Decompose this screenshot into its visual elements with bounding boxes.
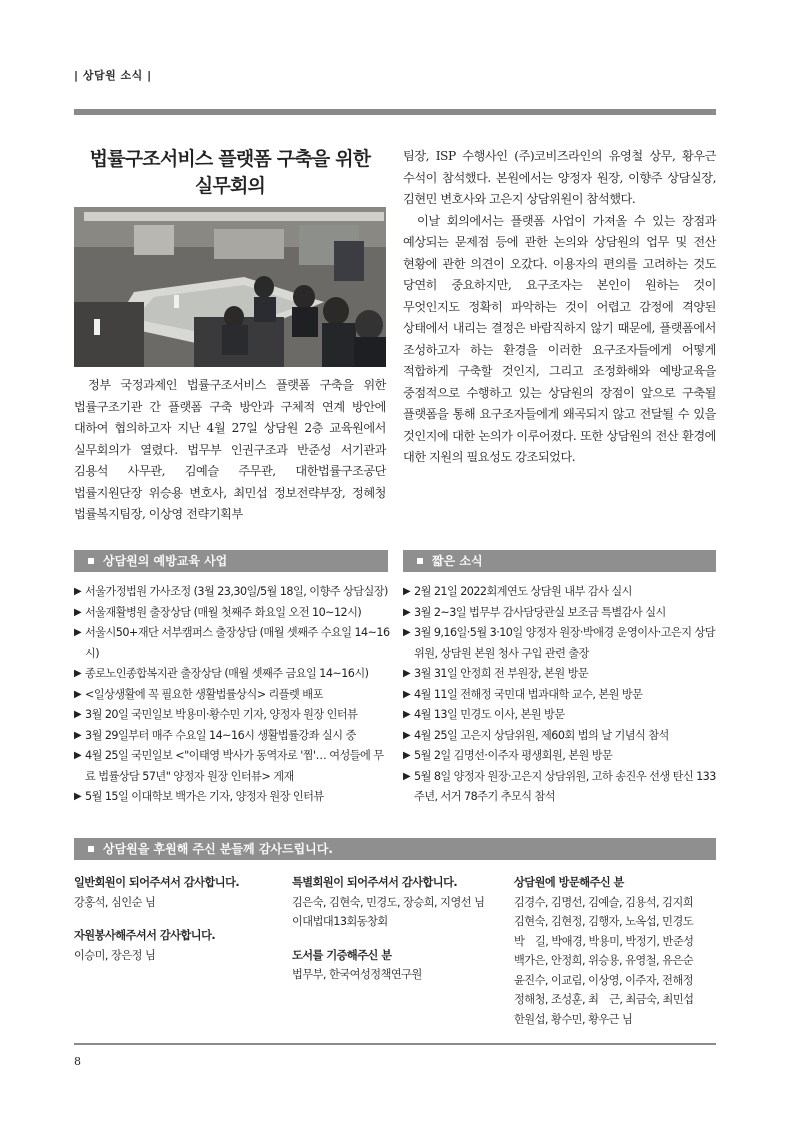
visitors-line: 정해청, 조성훈, 최 근, 최금숙, 최민섭 [514, 993, 694, 1006]
list-item: ▶ 4월 13일 민경도 이사, 본원 방문 [403, 705, 717, 726]
right-triangle-icon: ▶ [403, 750, 411, 761]
bottom-rule [74, 1043, 716, 1045]
list-item: ▶ 종로노인종합복지관 출장상담 (매월 셋째주 금요일 14~16시) [74, 664, 390, 685]
thanks-section-bar [74, 838, 716, 860]
right-triangle-icon: ▶ [74, 627, 82, 638]
square-bullet-icon [88, 558, 94, 564]
right-triangle-icon: ▶ [74, 688, 82, 700]
right-triangle-icon: ▶ [74, 668, 82, 679]
prevention-section-bar [74, 550, 388, 572]
thanks-heading: 상담원을 후원해 주신 분들께 감사드립니다. [103, 842, 333, 856]
list-item: ▶ 2월 21일 2022회계연도 상담원 내부 감사 실시 [403, 582, 717, 603]
visitors-heading: 상담원에 방문해주신 분 [514, 876, 624, 889]
list-item: ▶ 3월 20일 국민일보 박용미·황수민 기자, 양정자 원장 인터뷰 [74, 705, 390, 726]
book-donors-names: 법무부, 한국여성정책연구원 [292, 968, 422, 981]
visitors-line: 김경수, 김명선, 김예슬, 김용석, 김지희 [514, 895, 694, 909]
list-item: ▶ 4월 11일 전해정 국민대 법과대학 교수, 본원 방문 [403, 685, 717, 706]
list-item: ▶ 3월 31일 안정희 전 부원장, 본원 방문 [403, 664, 717, 685]
article-body-right [403, 146, 716, 469]
prevention-list [74, 582, 390, 808]
list-item: ▶ 5월 2일 김명선·이주자 평생회원, 본원 방문 [403, 746, 717, 767]
right-triangle-icon: ▶ [403, 709, 411, 720]
list-item: ▶ 5월 8일 양정자 원장·고은지 상담위원, 고하 송진우 선생 탄신 133주년, 서거 78주기 추모식 참석 [403, 767, 717, 808]
right-triangle-icon: ▶ [403, 668, 411, 679]
article-paragraph-1-continued: 팀장, ISP 수행사인 (주)코비즈라인의 유영철 상무, 황우근 수석이 참석했다. 본원에서는 양정자 원장, 이향주 상담실장, 김현민 변호사와 고은지 상담위원이 참석했다. [403, 149, 716, 206]
top-rule [74, 109, 716, 115]
list-item: ▶ 서울가정법원 가사조정 (3월 23,30일/5월 18일, 이향주 상담실장) [74, 582, 390, 603]
list-item: ▶ 3월 9,16일·5월 3·10일 양정자 원장·박애경 운영이사·고은지 상담위원, 상담원 본원 청사 구입 관련 출장 [403, 623, 717, 664]
article-body-left [74, 375, 386, 526]
visitors-line: 박 길, 박애경, 박용미, 박정기, 반준성 [514, 934, 694, 948]
regular-members-names: 강홍석, 심인순 님 [74, 895, 156, 909]
list-item: ▶ 3월 29일부터 매주 수요일 14~16시 생활법률강좌 실시 중 [74, 726, 390, 747]
article-paragraph-2: 이날 회의에서는 플랫폼 사업이 가져올 수 있는 장점과 예상되는 문제점 등에 관한 논의와 상담원의 업무 및 전산 현황에 관한 의견이 오갔다. 이용자의 편의를 고려하는 것도 당연히 중요하지만, 요구조자는 본인이 원하는 것이 무엇인지도 정확히 파악하는 것이 어렵고 감정에 격양된 상태에서 내리는 결정은 바람직하지 않기 때문에, 플랫폼에서 조성하고자 하는 환경을 이러한 요구조자들에게 어떻게 적합하게 구축할 것인지, 그리고 조정화해와 예방교육을 중점적으로 수행하고 있는 상담원의 장점이 앞으로 구축될 플랫폼을 통해 요구조자들에게 왜곡되지 않고 전달될 수 있을 것인지에 대한 논의가 이루어졌다. 또한 상담원의 전산 환경에 대한 지원의 필요성도 강조되었다. [403, 213, 716, 464]
special-members-heading: 특별회원이 되어주셔서 감사합니다. [292, 876, 458, 889]
list-item: ▶ 5월 15일 이대학보 백가은 기자, 양정자 원장 인터뷰 [74, 787, 390, 808]
right-triangle-icon: ▶ [403, 688, 411, 700]
thanks-column-3 [514, 873, 714, 1029]
news-heading: 짧은 소식 [432, 554, 483, 568]
right-triangle-icon: ▶ [403, 627, 411, 638]
right-triangle-icon: ▶ [74, 791, 82, 802]
visitors-line: 백가은, 안정희, 위승용, 유영철, 유은순 [514, 954, 694, 967]
article-paragraph-1: 정부 국정과제인 법률구조서비스 플랫폼 구축을 위한 법률구조기관 간 플랫폼 구축 방안과 구체적 연계 방안에 대하여 협의하고자 지난 4월 27일 상담원 2층 교육원에서 실무회의가 열렸다. 법무부 인권구조과 반준성 서기관과 김용석 사무관, 김예슬 주무관, 대한법률구조공단 법률지원단장 위승용 변호사, 최민섭 정보전략부장, 정혜청 법률복지팀장, 이상영 전략기획부 [74, 378, 386, 521]
article-title-line1: 법률구조서비스 플랫폼 구축을 위한 [89, 148, 371, 170]
square-bullet-icon [417, 558, 423, 564]
visitors-line: 한원섭, 황수민, 황우근 님 [514, 1012, 633, 1026]
list-item: ▶ 서울시50+재단 서부캠퍼스 출장상담 (매월 셋째주 수요일 14~16시) [74, 623, 390, 664]
news-section-bar [403, 550, 716, 572]
list-item: ▶ <일상생활에 꼭 필요한 생활법률상식> 리플렛 배포 [74, 685, 390, 706]
special-members-names-2: 이대법대13회동창회 [292, 915, 388, 928]
regular-members-heading: 일반회원이 되어주셔서 감사합니다. [74, 876, 240, 889]
right-triangle-icon: ▶ [403, 770, 411, 782]
meeting-photo-illustration [74, 207, 386, 367]
meeting-photo [74, 207, 386, 367]
volunteers-heading: 자원봉사해주셔서 감사합니다. [74, 929, 216, 942]
square-bullet-icon [88, 846, 94, 852]
right-triangle-icon: ▶ [74, 709, 82, 720]
article-title-line2: 실무회의 [194, 175, 266, 197]
visitors-line: 윤진수, 이교림, 이상영, 이주자, 전해정 [514, 973, 694, 987]
news-list [403, 582, 717, 808]
right-triangle-icon: ▶ [403, 586, 411, 597]
list-item: ▶ 서울재활병원 출장상담 (매월 첫째주 화요일 오전 10~12시) [74, 603, 390, 624]
list-item: ▶ 4월 25일 고은지 상담위원, 제60회 법의 날 기념식 참석 [403, 726, 717, 747]
right-triangle-icon: ▶ [403, 606, 411, 618]
list-item: ▶ 3월 2~3일 법무부 감사담당관실 보조금 특별감사 실시 [403, 603, 717, 624]
article-title [74, 146, 386, 200]
book-donors-heading: 도서를 기증해주신 분 [292, 948, 392, 962]
right-triangle-icon: ▶ [74, 586, 82, 597]
volunteers-names: 이승미, 장은정 님 [74, 948, 156, 962]
page-number: 8 [74, 1055, 81, 1068]
thanks-column-1 [74, 873, 274, 979]
prevention-heading: 상담원의 예방교육 사업 [103, 554, 228, 568]
right-triangle-icon: ▶ [403, 729, 411, 741]
list-item: ▶ 4월 25일 국민일보 <"이태영 박사가 동역자로 '찜'… 여성들에 무료 법률상담 57년" 양정자 원장 인터뷰> 게재 [74, 746, 390, 787]
right-triangle-icon: ▶ [74, 750, 82, 761]
thanks-column-2 [292, 873, 497, 999]
right-triangle-icon: ▶ [74, 606, 82, 618]
section-label: | 상담원 소식 | [74, 69, 152, 82]
visitors-line: 김현숙, 김현정, 김행자, 노옥섭, 민경도 [514, 915, 694, 928]
special-members-names: 김은숙, 김현숙, 민경도, 장승희, 지영선 님 [292, 895, 485, 909]
right-triangle-icon: ▶ [74, 729, 82, 741]
